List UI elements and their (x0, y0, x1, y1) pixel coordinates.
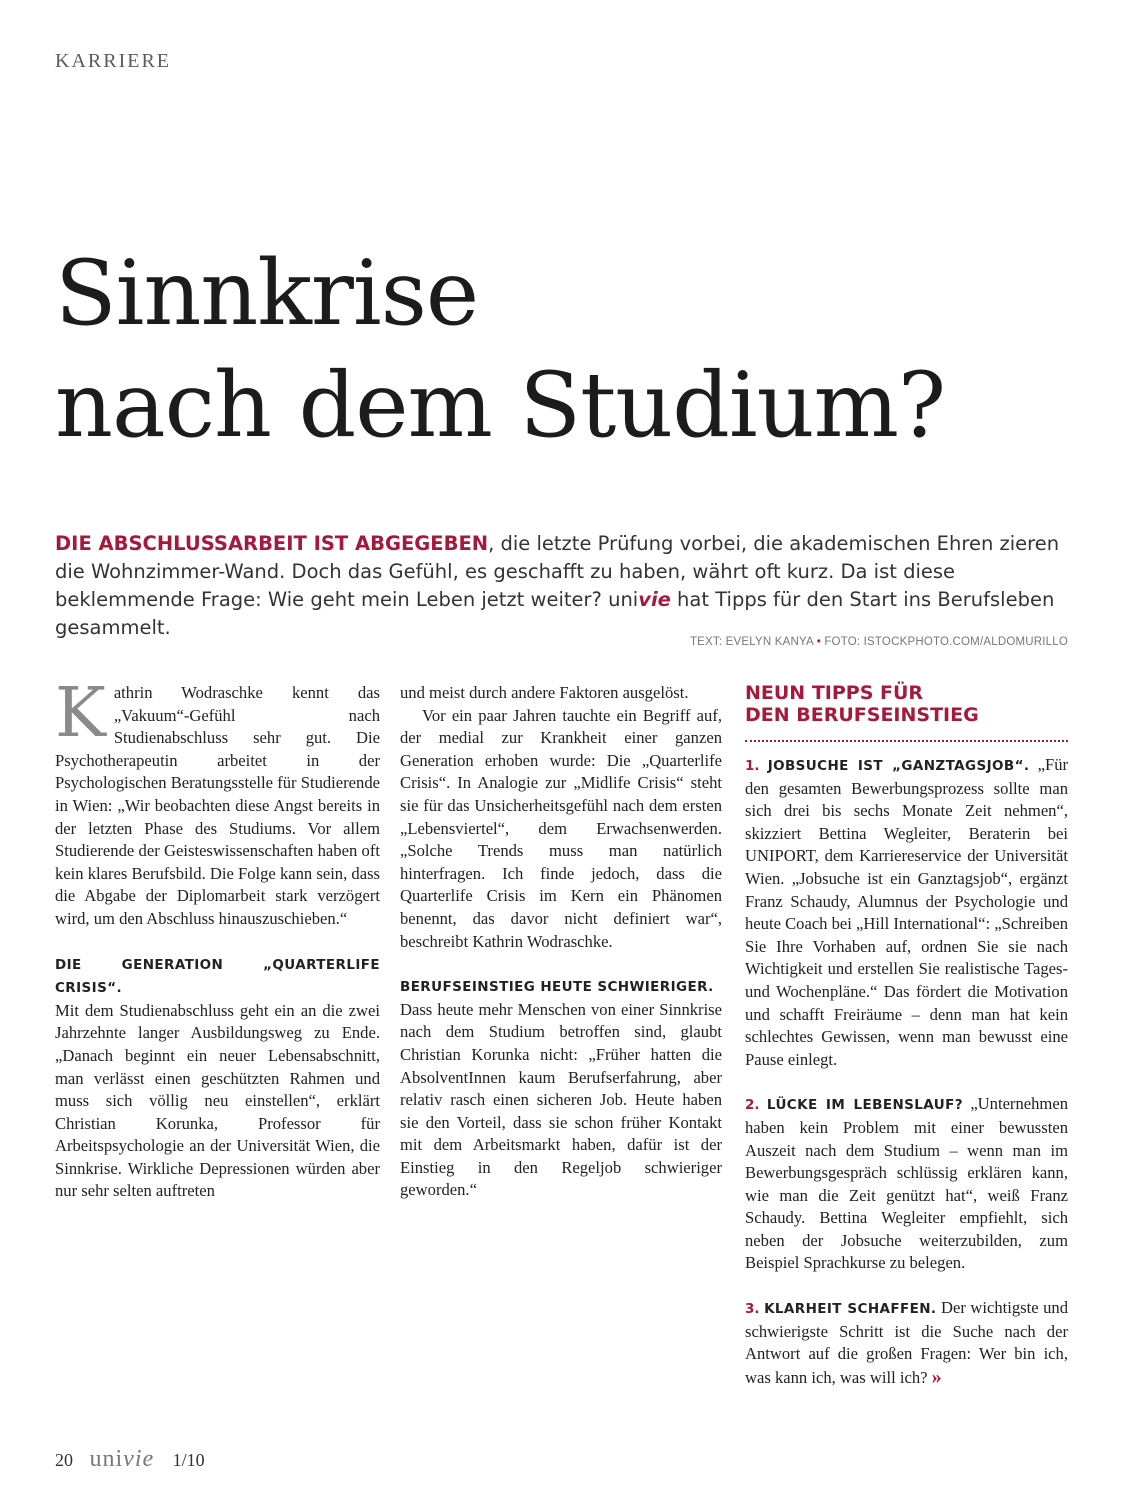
title-line-1: Sinnkrise (55, 241, 479, 346)
page-footer (55, 1446, 205, 1473)
logo-vie: vie (123, 1446, 155, 1472)
article-paragraph-3: und meist durch andere Faktoren ausgelöst. (400, 683, 689, 702)
magazine-logo (90, 1446, 155, 1472)
article-paragraph-5 (400, 975, 722, 1202)
tip-item (745, 754, 1068, 1071)
credit-photo: FOTO: ISTOCKPHOTO.COM/ALDOMURILLO (824, 636, 1068, 648)
tips-box (745, 682, 1068, 1389)
title-line-2: nach dem Studium? (55, 353, 946, 458)
lead-kicker: DIE ABSCHLUSSARBEIT IST ABGEGEBEN (55, 532, 489, 555)
lead-text-1: , die letzte Prüfung vorbei, die akademischen Ehren zieren die Wohnzimmer-Wand. Doch das Gefühl, es geschafft zu haben, währt oft kurz. Da ist diese beklemmende Frage: Wie geht mein Leben jetzt weiter? (55, 532, 1060, 611)
credit-text: TEXT: EVELYN KANYA (689, 636, 814, 648)
tip-heading: KLARHEIT SCHAFFEN. (764, 1301, 937, 1318)
tip-heading: LÜCKE IM LEBENSLAUF? (766, 1097, 963, 1114)
tip-text: Der wichtigste und schwierigste Schritt ist die Suche nach der Antwort auf die großen Fragen: Wer bin ich, was kann ich, was will ich? (745, 1298, 1069, 1387)
tip-text: „Unternehmen haben kein Problem mit einer bewussten Auszeit nach dem Studium – wenn man im Bewerbungsgespräch schlüssig erklären kann, wie man die Zeit genützt hat“, weiß Franz Schaudy. Bettina Wegleiter empfiehlt, sich neben der Jobsuche weiterzubilden, zum Beispiel Sprachkurse zu belegen. (745, 1094, 1068, 1273)
paragraph-2-text: Mit dem Studienabschluss geht ein an die zwei Jahrzehnte langer Ausbildungsweg zu Ende. „Danach beginnt ein neuer Lebensabschnitt, man verlässt einen geschützten Rahmen und muss sich völlig neu einstellen“, erklärt Christian Korunka, Professor für Arbeitspsychologie an der Universität Wien, die Sinnkrise. Wirkliche Depressionen würden aber nur sehr selten auftreten (55, 1000, 380, 1201)
tip-item (745, 1093, 1068, 1275)
lead-brand-vie: vie (638, 588, 671, 611)
page-title (55, 238, 1095, 462)
section-label: KARRIERE (55, 50, 171, 72)
drop-cap: K (55, 674, 106, 753)
tips-title-line-1: NEUN TIPPS FÜR (745, 682, 924, 704)
article-paragraph-1 (55, 674, 380, 931)
credit-separator: • (816, 636, 821, 648)
article-column-2 (400, 682, 722, 1202)
issue-number: 1/10 (172, 1450, 205, 1470)
lead-text-2: hat Tipps für den Start ins Berufsleben gesammelt. (55, 588, 1055, 639)
paragraph-1-text: athrin Wodraschke kennt das „Vakuum“-Gefühl nach Studienabschluss sehr gut. Die Psychotherapeutin arbeitet in der Psychologischen Beratungsstelle für Studierende in Wien: „Wir beobachten diese Angst bereits in der letzten Phase des Studiums. Vor allem Studierende der Geisteswissenschaften haben oft kein klares Berufsbild. Die Folge kann sein, dass die Abgabe der Diplomarbeit stark verzögert wird, um den Abschluss hinauszuschieben.“ (55, 683, 380, 928)
tip-number: 2. (745, 1097, 760, 1114)
article-paragraph-2 (55, 953, 380, 1204)
article-paragraph-4: Vor ein paar Jahren tauchte ein Begriff auf, der medial zur Krankheit einer ganzen Generation erhoben wurde: Die „Quarterlife Crisis“. In Analogie zur „Midlife Crisis“ steht sie für das Unsicherheitsgefühl nach dem ersten „Lebensviertel“, dem Erwachsenwerden. „Solche Trends muss man natürlich hinterfragen. Ich finde jedoch, dass die Quarterlife Crisis im Kern ein Phänomen benennt, das davor nicht definiert war“, beschreibt Kathrin Wodraschke. (400, 705, 722, 951)
tip-item (745, 1297, 1068, 1389)
tip-heading: JOBSUCHE IST „GANZTAGSJOB“. (767, 758, 1030, 774)
tip-number: 1. (745, 758, 760, 774)
subheading-generation: DIE GENERATION „QUARTERLIFE CRISIS“. (55, 956, 380, 997)
tips-title (745, 682, 1068, 726)
photo-credits (690, 636, 1068, 648)
tip-text: „Für den gesamten Bewerbungsprozess sollte man sich drei bis sechs Monate Zeit nehmen“, skizziert Bettina Wegleiter, Beraterin bei UNIPORT, dem Karriereservice der Universität Wien. „Jobsuche ist ein Ganztagsjob“, ergänzt Franz Schaudy, Alumnus der Psychologie und heute Coach bei „Hill International“: „Schreiben Sie Ihre Vorhaben auf, ordnen Sie sie nach Wichtigkeit und erstellen Sie realistische Tages- und Wochenpläne.“ Das fördert die Motivation und schafft Freiräume – denn man hat kein schlechtes Gewissen, wenn man bewusst eine Pause einlegt. (745, 755, 1069, 1069)
continue-arrow-icon: » (931, 1365, 942, 1388)
article-column-1 (55, 674, 380, 1203)
dotted-divider (745, 740, 1068, 742)
tips-title-line-2: DEN BERUFSEINSTIEG (745, 704, 979, 726)
page-number: 20 (55, 1450, 73, 1470)
subheading-berufseinstieg: BERUFSEINSTIEG HEUTE SCHWIERIGER. (400, 979, 714, 996)
paragraph-5-text: Dass heute mehr Menschen von einer Sinnkrise nach dem Studium betroffen sind, glaubt Christian Korunka nicht: „Früher hatten die AbsolventInnen kaum Berufserfahrung, aber relativ rasch einen sicheren Job. Heute haben sie den Vorteil, dass sie schon früher Kontakt mit dem Arbeitsmarkt haben, dafür ist der Einstieg in den Regeljob schwieriger geworden.“ (400, 999, 722, 1200)
lead-brand-uni: uni (608, 588, 639, 611)
tip-number: 3. (745, 1301, 760, 1318)
logo-uni: uni (89, 1446, 124, 1472)
lead-paragraph (55, 530, 1075, 642)
